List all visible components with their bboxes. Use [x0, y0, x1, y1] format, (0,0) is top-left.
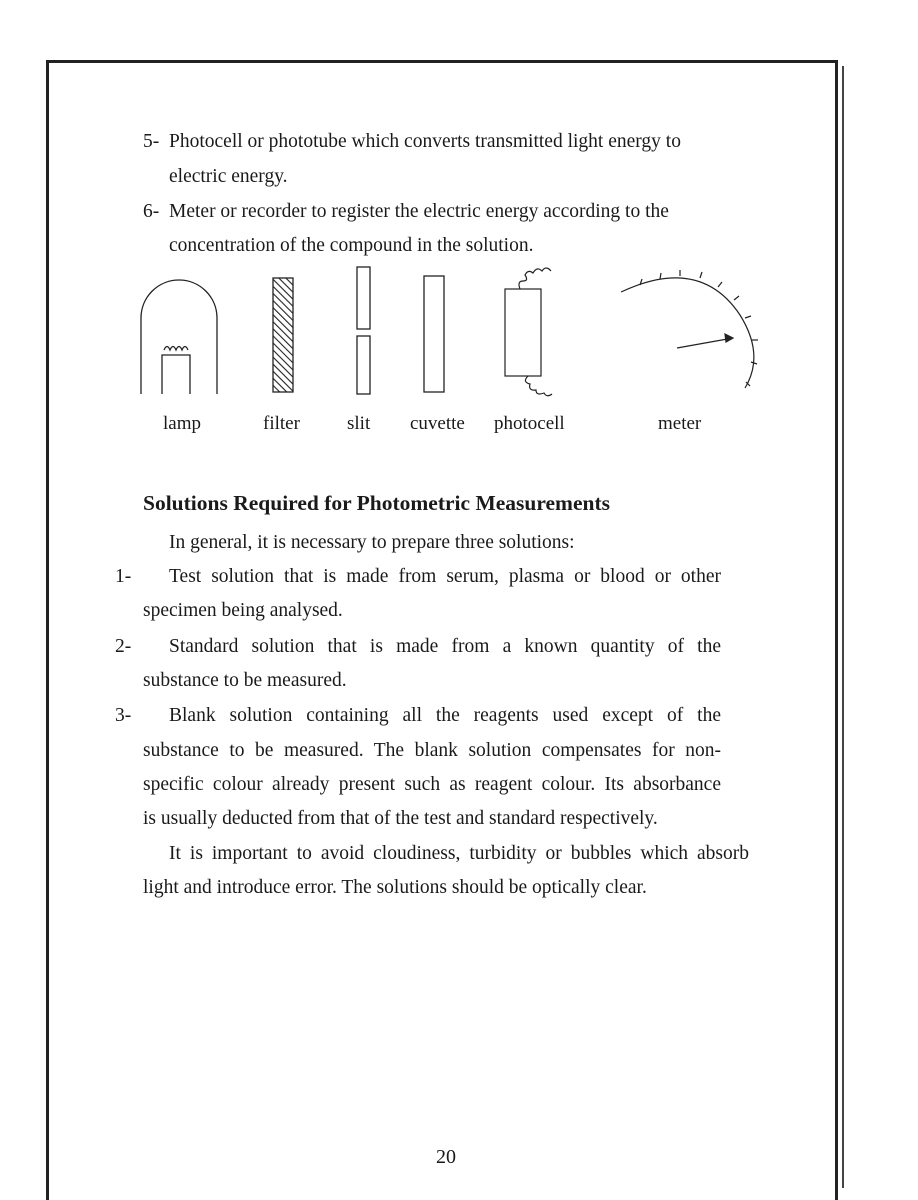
photocell-icon	[505, 268, 552, 396]
meter-icon	[621, 270, 758, 388]
photometer-diagram	[0, 0, 918, 440]
list-item-1-number: 1-	[115, 566, 132, 587]
filter-icon	[273, 278, 293, 392]
diagram-label-photocell: photocell	[494, 413, 565, 434]
list-item-3-line4: is usually deducted from that of the test and standard respectively.	[143, 808, 658, 829]
lamp-icon	[141, 280, 217, 394]
diagram-label-lamp: lamp	[163, 413, 201, 434]
page-number: 20	[436, 1146, 456, 1168]
list-item-3-line2: substance to be measured. The blank solution compensates for non-	[143, 740, 721, 761]
diagram-label-cuvette: cuvette	[410, 413, 465, 434]
slit-icon	[357, 267, 370, 394]
closing-line1: It is important to avoid cloudiness, turbidity or bubbles which absorb	[169, 843, 749, 864]
list-item-2-number: 2-	[115, 636, 132, 657]
section-heading: Solutions Required for Photometric Measurements	[143, 491, 610, 515]
list-item-1-line1: Test solution that is made from serum, plasma or blood or other	[169, 566, 721, 587]
cuvette-icon	[424, 276, 444, 392]
list-item-3-number: 3-	[115, 705, 132, 726]
diagram-label-filter: filter	[263, 413, 300, 434]
list-item-3-line1: Blank solution containing all the reagents used except of the	[169, 705, 721, 726]
list-item-3-line3: specific colour already present such as reagent colour. Its absorbance	[143, 774, 721, 795]
diagram-label-meter: meter	[658, 413, 702, 434]
item-6-line1: Meter or recorder to register the electric energy according to the	[169, 201, 669, 222]
list-item-2-line2: substance to be measured.	[143, 670, 347, 691]
item-6-line2: concentration of the compound in the solution.	[169, 235, 534, 256]
item-5-number: 5-	[143, 131, 160, 152]
list-item-1-line2: specimen being analysed.	[143, 600, 343, 621]
item-5-line2: electric energy.	[169, 166, 288, 187]
item-6-number: 6-	[143, 201, 160, 222]
closing-line2: light and introduce error. The solutions should be optically clear.	[143, 877, 647, 898]
diagram-label-slit: slit	[347, 413, 371, 434]
list-item-2-line1: Standard solution that is made from a known quantity of the	[169, 636, 721, 657]
section-intro: In general, it is necessary to prepare three solutions:	[169, 532, 575, 553]
item-5-line1: Photocell or phototube which converts transmitted light energy to	[169, 131, 681, 152]
